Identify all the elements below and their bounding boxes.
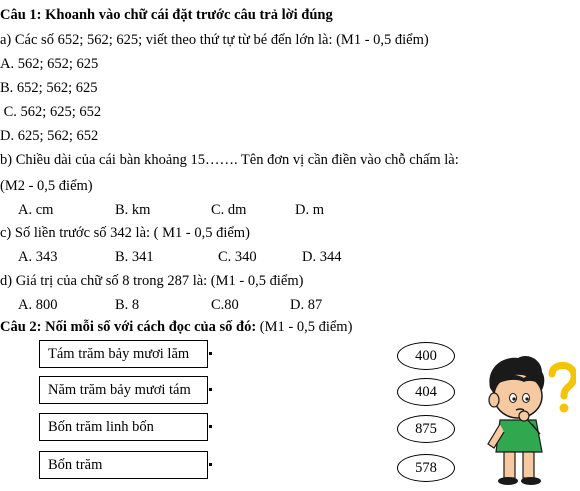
q2-title-bold: Câu 2: Nối mỗi số với cách đọc của số đó: <box>0 319 257 335</box>
q1c-question: c) Số liền trước số 342 là: ( M1 - 0,5 điểm) <box>0 225 250 241</box>
q1b-question-line2: (M2 - 0,5 điểm) <box>0 178 93 194</box>
reading-box-1[interactable]: Tám trăm bảy mươi lăm <box>39 340 208 368</box>
number-oval-3[interactable]: 875 <box>397 415 455 443</box>
thinking-boy-icon <box>480 348 576 488</box>
q1b-option-b[interactable]: B. km <box>115 202 151 218</box>
q1d-question: d) Giá trị của chữ số 8 trong 287 là: (M1 - 0,5 điểm) <box>0 273 304 289</box>
q1a-question: a) Các số 652; 562; 625; viết theo thứ tự từ bé đến lớn là: (M1 - 0,5 điểm) <box>0 32 429 48</box>
q1b-option-d[interactable]: D. m <box>295 202 324 218</box>
q1c-option-b[interactable]: B. 341 <box>115 249 154 265</box>
q1d-option-b[interactable]: B. 8 <box>115 297 140 313</box>
number-oval-4[interactable]: 578 <box>397 454 455 482</box>
connector-dot[interactable] <box>209 425 212 428</box>
reading-box-4[interactable]: Bốn trăm <box>39 451 208 479</box>
connector-dot[interactable] <box>209 388 212 391</box>
q1a-option-b[interactable]: B. 652; 562; 625 <box>0 80 98 96</box>
q1-title: Câu 1: Khoanh vào chữ cái đặt trước câu trả lời đúng <box>0 7 333 23</box>
q2-title <box>0 318 352 336</box>
q2-title-rest: (M1 - 0,5 điểm) <box>256 319 353 335</box>
q1b-option-c[interactable]: C. dm <box>211 202 247 218</box>
q1c-option-a[interactable]: A. 343 <box>18 249 58 265</box>
q1b-option-a[interactable]: A. cm <box>18 202 54 218</box>
q1d-options <box>0 296 580 314</box>
q1c-options <box>0 248 580 266</box>
q1a-option-c[interactable]: C. 562; 625; 652 <box>0 104 102 120</box>
q1d-option-a[interactable]: A. 800 <box>18 297 58 313</box>
number-oval-1[interactable]: 400 <box>397 342 455 370</box>
connector-dot[interactable] <box>209 463 212 466</box>
reading-box-3[interactable]: Bốn trăm linh bốn <box>39 413 208 441</box>
q1a-option-a[interactable]: A. 562; 652; 625 <box>0 56 99 72</box>
q1b-question-line1: b) Chiều dài của cái bàn khoảng 15……. Tên đơn vị cần điền vào chỗ chấm là: <box>0 152 459 168</box>
q1c-option-d[interactable]: D. 344 <box>302 249 342 265</box>
q1c-option-c[interactable]: C. 340 <box>218 249 257 265</box>
q1d-option-d[interactable]: D. 87 <box>290 297 323 313</box>
q1b-options <box>0 201 580 219</box>
number-oval-2[interactable]: 404 <box>397 378 455 406</box>
connector-dot[interactable] <box>209 352 212 355</box>
reading-box-2[interactable]: Năm trăm bảy mươi tám <box>39 376 208 404</box>
q1a-option-d[interactable]: D. 625; 562; 652 <box>0 128 99 144</box>
q1d-option-c[interactable]: C.80 <box>211 297 239 313</box>
